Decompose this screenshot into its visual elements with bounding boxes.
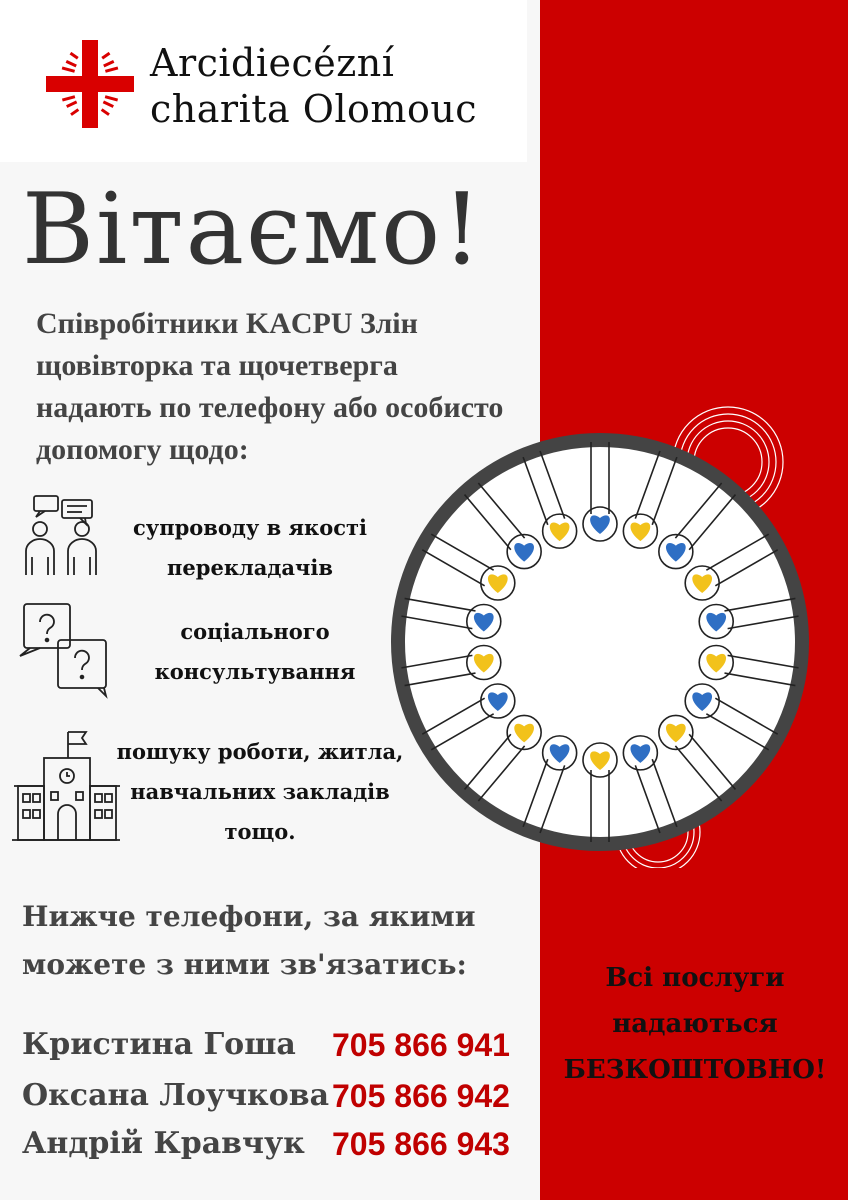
free-services-notice: Всі послуги надаються БЕЗКОШТОВНО! <box>563 963 827 1085</box>
contact-phone[interactable]: 705 866 943 <box>332 1126 510 1162</box>
contact-name: Кристина Гоша <box>22 1027 296 1062</box>
phones-heading: Нижче телефони, за якими можете з ними зв'язатись: <box>22 900 476 981</box>
service-translation: супроводу в якості перекладачів <box>132 515 367 580</box>
caritas-cross-logo-icon <box>46 40 134 128</box>
contact-row <box>22 1119 522 1169</box>
service-job-housing-search: пошуку роботи, житла, навчальних закладів тощо. <box>116 739 404 844</box>
intro-text: Співробітники KACPU Злін щовівторка та щочетверга надають по телефону або особисто допомогу щодо: <box>36 307 504 466</box>
logo-line-2: charita Olomouc <box>150 87 478 131</box>
hands-with-hearts-illustration <box>388 392 812 868</box>
logo-header <box>0 0 527 162</box>
contact-name: Андрій Кравчук <box>22 1126 305 1161</box>
contact-phone[interactable]: 705 866 942 <box>332 1078 510 1114</box>
translator-people-icon <box>18 493 104 579</box>
page-title: Вітаємо! <box>22 173 484 287</box>
contact-phone[interactable]: 705 866 941 <box>332 1027 510 1063</box>
contact-row <box>22 1020 522 1070</box>
service-consulting: соціального консультування <box>154 619 356 684</box>
organization-name <box>150 40 477 132</box>
logo-line-1: Arcidiecézní <box>150 41 395 85</box>
contact-name: Оксана Лоучкова <box>22 1078 330 1113</box>
contact-row <box>22 1071 522 1121</box>
question-bubbles-icon <box>16 600 116 700</box>
